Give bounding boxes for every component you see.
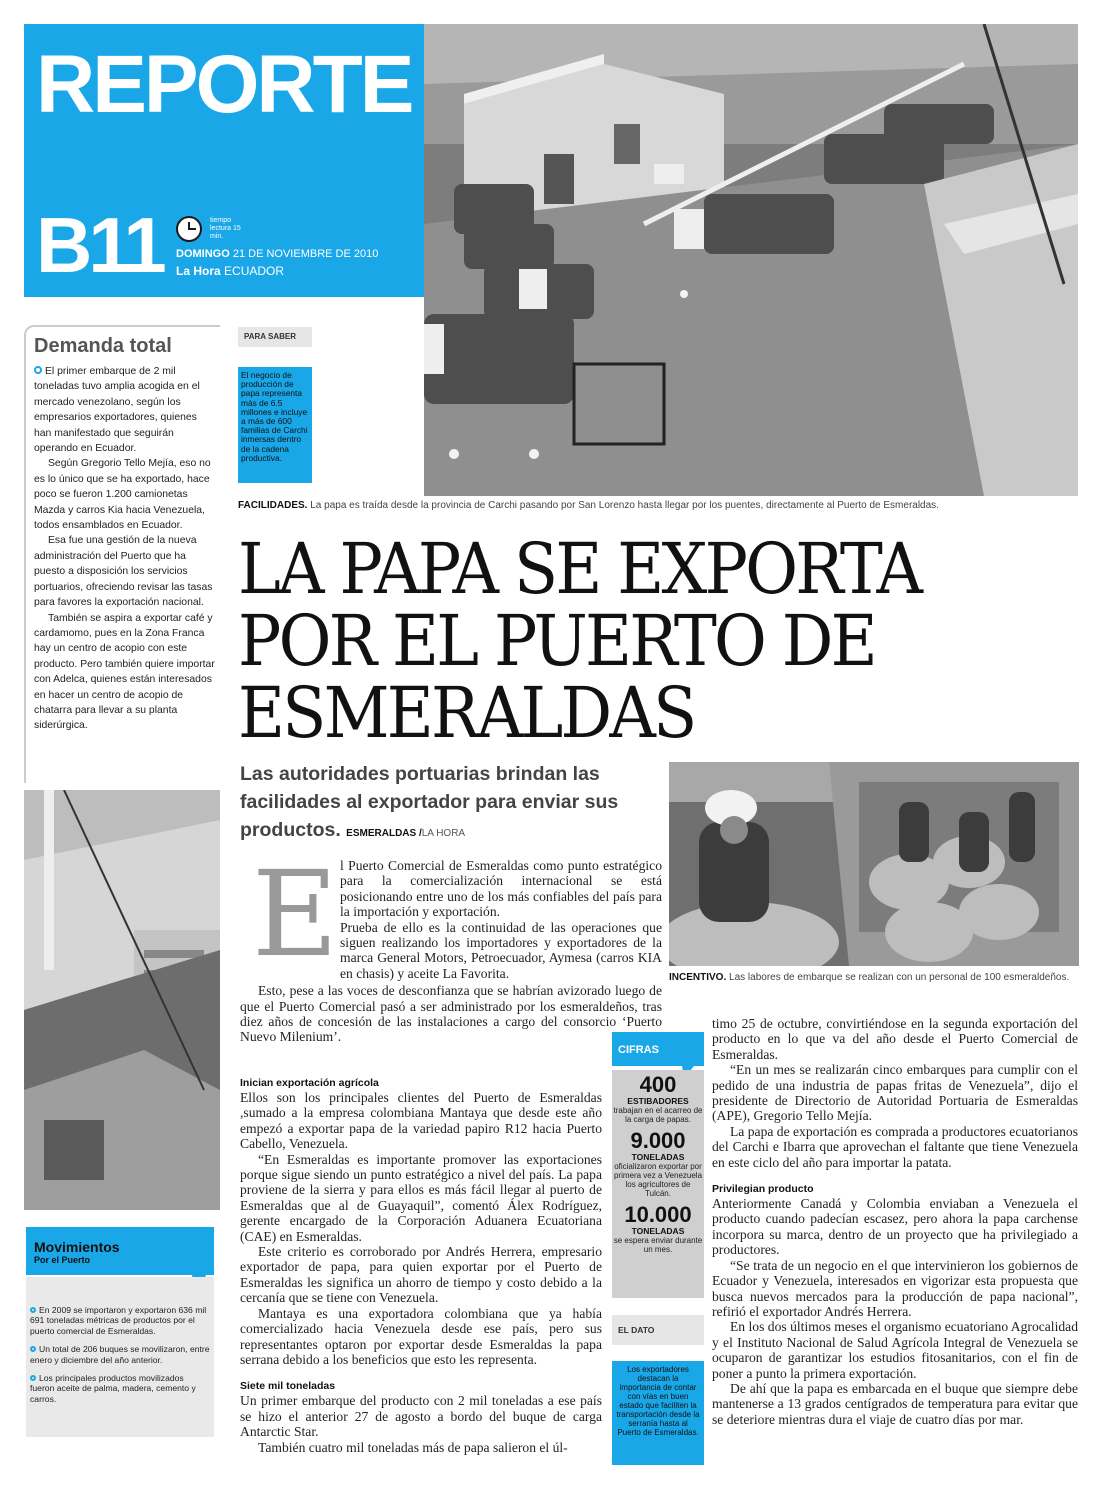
article-paragraph: Ellos son los principales clientes del Puerto de Esmeraldas ,sumado a la empresa colombiana Mantaya que desde este año empezó a exportar papa de la variedad papiro R12 hacia Puerto Cabello, Venezuela. (240, 1090, 602, 1152)
article-intro (240, 858, 662, 1045)
bullet-icon (30, 1375, 36, 1381)
list-item: Los principales productos movilizados fueron aceite de palma, madera, cemento y carros. (30, 1373, 196, 1404)
figure-number: 10.000 (624, 1202, 692, 1227)
article-column-left (240, 1064, 602, 1455)
read-time: tiempo lectura 15 min. (210, 217, 241, 240)
list-item: Un total de 206 buques se movilizaron, entre enero y diciembre del año anterior. (30, 1344, 210, 1365)
ship-deck-photo (24, 790, 220, 1210)
byline (346, 828, 465, 839)
byline-place: ESMERALDAS / (346, 828, 422, 839)
demanda-paragraph: También se aspira a exportar café y cardamomo, pues en la Zona Franca hay un centro de acopio con este producto. Pero también quiere importar con Adelca, quienes están interesados en hacer un centro de acopio de chatarra para llevar a su planta siderúrgica. (34, 612, 215, 732)
paper-line (176, 264, 284, 278)
movimientos-subtitle: Por el Puerto (34, 1255, 91, 1265)
page-number: B11 (36, 201, 163, 289)
para-saber-box (238, 327, 312, 483)
caption-text: Las labores de embarque se realizan con un personal de 100 esmeraldeños. (729, 972, 1070, 983)
day: DOMINGO (176, 248, 230, 260)
article-paragraph: “En un mes se realizarán cinco embarques para cumplir con el pedido de una industria de papas fritas de Venezuela”, dijo el presidente de Directorio de Autoridad Portuaria de Esmeraldas (APE), Gregorio Tello Mejía. (712, 1062, 1078, 1124)
article-paragraph: Esto, pese a las voces de desconfianza que se habrían avizorado luego de que el Puerto Comercial pasó a ser administrado por los esmeraldeños, tras diez años de concesión de las instalaciones a cargo del consorcio ‘Puerto Nuevo Milenium’. (240, 983, 662, 1045)
article-paragraph: De ahí que la papa es embarcada en el buque que siempre debe mantenerse a 13 grados centígrados de temperatura para evitar que se deteriore mientras dura el viaje de cuatro días por mar. (712, 1380, 1078, 1427)
subhead-text: Las autoridades portuarias brindan las facilidades al exportador para enviar sus productos. (240, 763, 619, 841)
article-paragraph: También cuatro mil toneladas más de papa salieron el úl- (258, 1439, 568, 1455)
article-paragraph: Prueba de ello es la continuidad de las operaciones que siguen realizando los importadores y exportadores de la marca General Motors, Petroecuador, Aymesa (carros KIA en chasis) y aceite La Favorita. (340, 919, 662, 981)
el-dato-box (612, 1315, 704, 1465)
movimientos-header (26, 1227, 214, 1275)
article-paragraph: Un primer embarque del producto con 2 mil toneladas a ese país se hizo el anterior 27 de agosto a bordo del buque de carga Antarctic Star. (240, 1393, 602, 1440)
section-header (24, 24, 424, 297)
figure-item (612, 1074, 704, 1124)
article-paragraph: La papa de exportación es comprada a productores ecuatorianos del Carchi e Ibarra que aprovechan el faltante que tiene Venezuela en este ciclo del año para importar la patata. (712, 1123, 1078, 1170)
headline: LA PAPA SE EXPORTA POR EL PUERTO DE ESMERALDAS (238, 528, 921, 754)
byline-source: LA HORA (421, 828, 466, 839)
para-saber-tag: PARA SABER (238, 327, 312, 347)
caption-label: INCENTIVO. (669, 972, 727, 983)
figure-number: 9.000 (630, 1128, 686, 1153)
demanda-text (34, 364, 216, 734)
bullet-icon (30, 1307, 36, 1313)
figure-desc: oficializaron exportar por primera vez a Venezuela los agricultores de Tulcán. (613, 1162, 703, 1198)
bullet-icon (34, 366, 42, 374)
article-paragraph: “En Esmeraldas es importante promover las exportaciones porque sigue siendo un punto estratégico a nivel del país. La papa proviene de la sierra y para ellos es más fácil llegar al puerto de Esmeraldas que al de Guayaquil”, comentó Álex Rodríguez, gerente encargado de la Corporación Aduanera Ecuatoriana (CAE) en Esmeraldas. (240, 1151, 602, 1244)
figure-item (612, 1130, 704, 1198)
cifras-title: CIFRAS (612, 1032, 704, 1066)
article-paragraph: l Puerto Comercial de Esmeraldas como punto estratégico para la comercialización internacional se está posicionando entre uno de los más confiables del país para la importación y exportación. (340, 858, 662, 920)
demanda-total-box (24, 325, 220, 783)
bullet-icon (30, 1346, 36, 1352)
drop-cap: E (252, 845, 339, 983)
article-paragraph: Este criterio es corroborado por Andrés Herrera, empresario exportador de papa, para quien exportar por el Puerto de Esmeraldas les significa un ahorro de tiempo y costo debido a la cercanía que se tiene con Venezuela. (240, 1244, 602, 1306)
demanda-paragraph: Según Gregorio Tello Mejía, eso no es lo único que se ha exportado, hace poco se fueron 1.200 camionetas Mazda y carros Kia hacia Venezuela, todos ensamblados en Ecuador. (34, 458, 211, 532)
article-paragraph: “Se trata de un negocio en el que intervinieron los gobiernos de Ecuador y Venezuela, interesados en vigorizar esta propuesta que busca nuevos mercados para la producción de papa nacional”, refirió el exportador Andrés Herrera. (712, 1257, 1078, 1319)
movimientos-list (26, 1277, 214, 1437)
subheadline (240, 760, 660, 848)
list-item: En 2009 se importaron y exportaron 636 mil 691 toneladas métricas de productos por el puerto comercial de Esmeraldas. (30, 1305, 207, 1336)
country: ECUADOR (224, 264, 285, 278)
demanda-paragraph: Esa fue una gestión de la nueva administración del Puerto que ha puesto a disposición los servicios portuarios, ofreciendo revisar las tasas para favores la exportación nacional. (34, 535, 213, 609)
date: 21 DE NOVIEMBRE DE 2010 (232, 248, 379, 260)
section-heading: Siete mil toneladas (240, 1380, 336, 1393)
demanda-paragraph: El primer embarque de 2 mil toneladas tuvo amplia acogida en el mercado venezolano, según los empresarios exportadores, quienes han manifestado que seguirán operando en Ecuador. (34, 366, 200, 455)
article-paragraph: Anteriormente Canadá y Colombia enviaban a Venezuela el producto cuando padecían escasez, pero ahora la papa carchense incorpora su marca, dentro de un proyecto que ha privilegiado a productores. (712, 1196, 1078, 1258)
figure-item (612, 1204, 704, 1254)
article-column-right (712, 1016, 1078, 1427)
figure-number: 400 (639, 1072, 677, 1097)
article-paragraph: timo 25 de octubre, convirtiéndose en la segunda exportación del producto en lo que va del año desde el Puerto Comercial de Esmeraldas. (712, 1016, 1078, 1062)
section-title: REPORTE (36, 39, 412, 130)
section-heading: Privilegian producto (712, 1183, 814, 1196)
caption-label: FACILIDADES. (238, 500, 308, 511)
paper-name: La Hora (176, 264, 221, 278)
figure-unit: TONELADAS (631, 1152, 685, 1162)
para-saber-text: El negocio de producción de papa representa más de 6.5 millones e incluye a más de 600 familias de Carchi inmersas dentro de la cadena productiva. (238, 367, 312, 483)
figure-unit: ESTIBADORES (627, 1096, 689, 1106)
el-dato-text: Los exportadores destacan la importancia de contar con vías en buen estado que faciliten la transportación desde la serranía hasta al Puerto de Esmeraldas. (612, 1361, 704, 1465)
el-dato-tag: EL DATO (612, 1315, 704, 1345)
clock-icon (176, 216, 202, 242)
date-line (176, 248, 378, 260)
port-trucks-photo (424, 24, 1078, 496)
article-paragraph: En los dos últimos meses el organismo ecuatoriano Agrocalidad y el Instituto Nacional de Salud Agrícola Integral de Venezuela se ocuparon de garantizar los estudios fitosanitarios, con el fin de poner a punto la primera exportación. (712, 1319, 1078, 1381)
section-heading: Inician exportación agrícola (240, 1077, 379, 1089)
workers-loading-photo (669, 762, 1079, 966)
caption-text: La papa es traída desde la provincia de Carchi pasando por San Lorenzo hasta llegar por los puentes, directamente al Puerto de Esmeraldas. (310, 500, 939, 511)
movimientos-box (24, 1225, 220, 1440)
cifras-list (612, 1070, 704, 1298)
demanda-title: Demanda total (34, 335, 172, 357)
figure-unit: TONELADAS (631, 1226, 685, 1236)
photo-caption-facilidades (238, 500, 1078, 511)
cifras-box (612, 1032, 704, 1298)
figure-desc: trabajan en el acarreo de la carga de papas. (613, 1106, 703, 1124)
figure-desc: se espera enviar durante un mes. (613, 1236, 703, 1254)
article-paragraph: Mantaya es una exportadora colombiana que ya había comercializado hacia Venezuela desde ese país, pero sus representantes optaron por exportar desde Esmeraldas la papa serrana debido a los beneficios que esto les representa. (240, 1305, 602, 1367)
photo-caption-incentivo (669, 970, 1079, 986)
movimientos-title: Movimientos (34, 1239, 120, 1255)
